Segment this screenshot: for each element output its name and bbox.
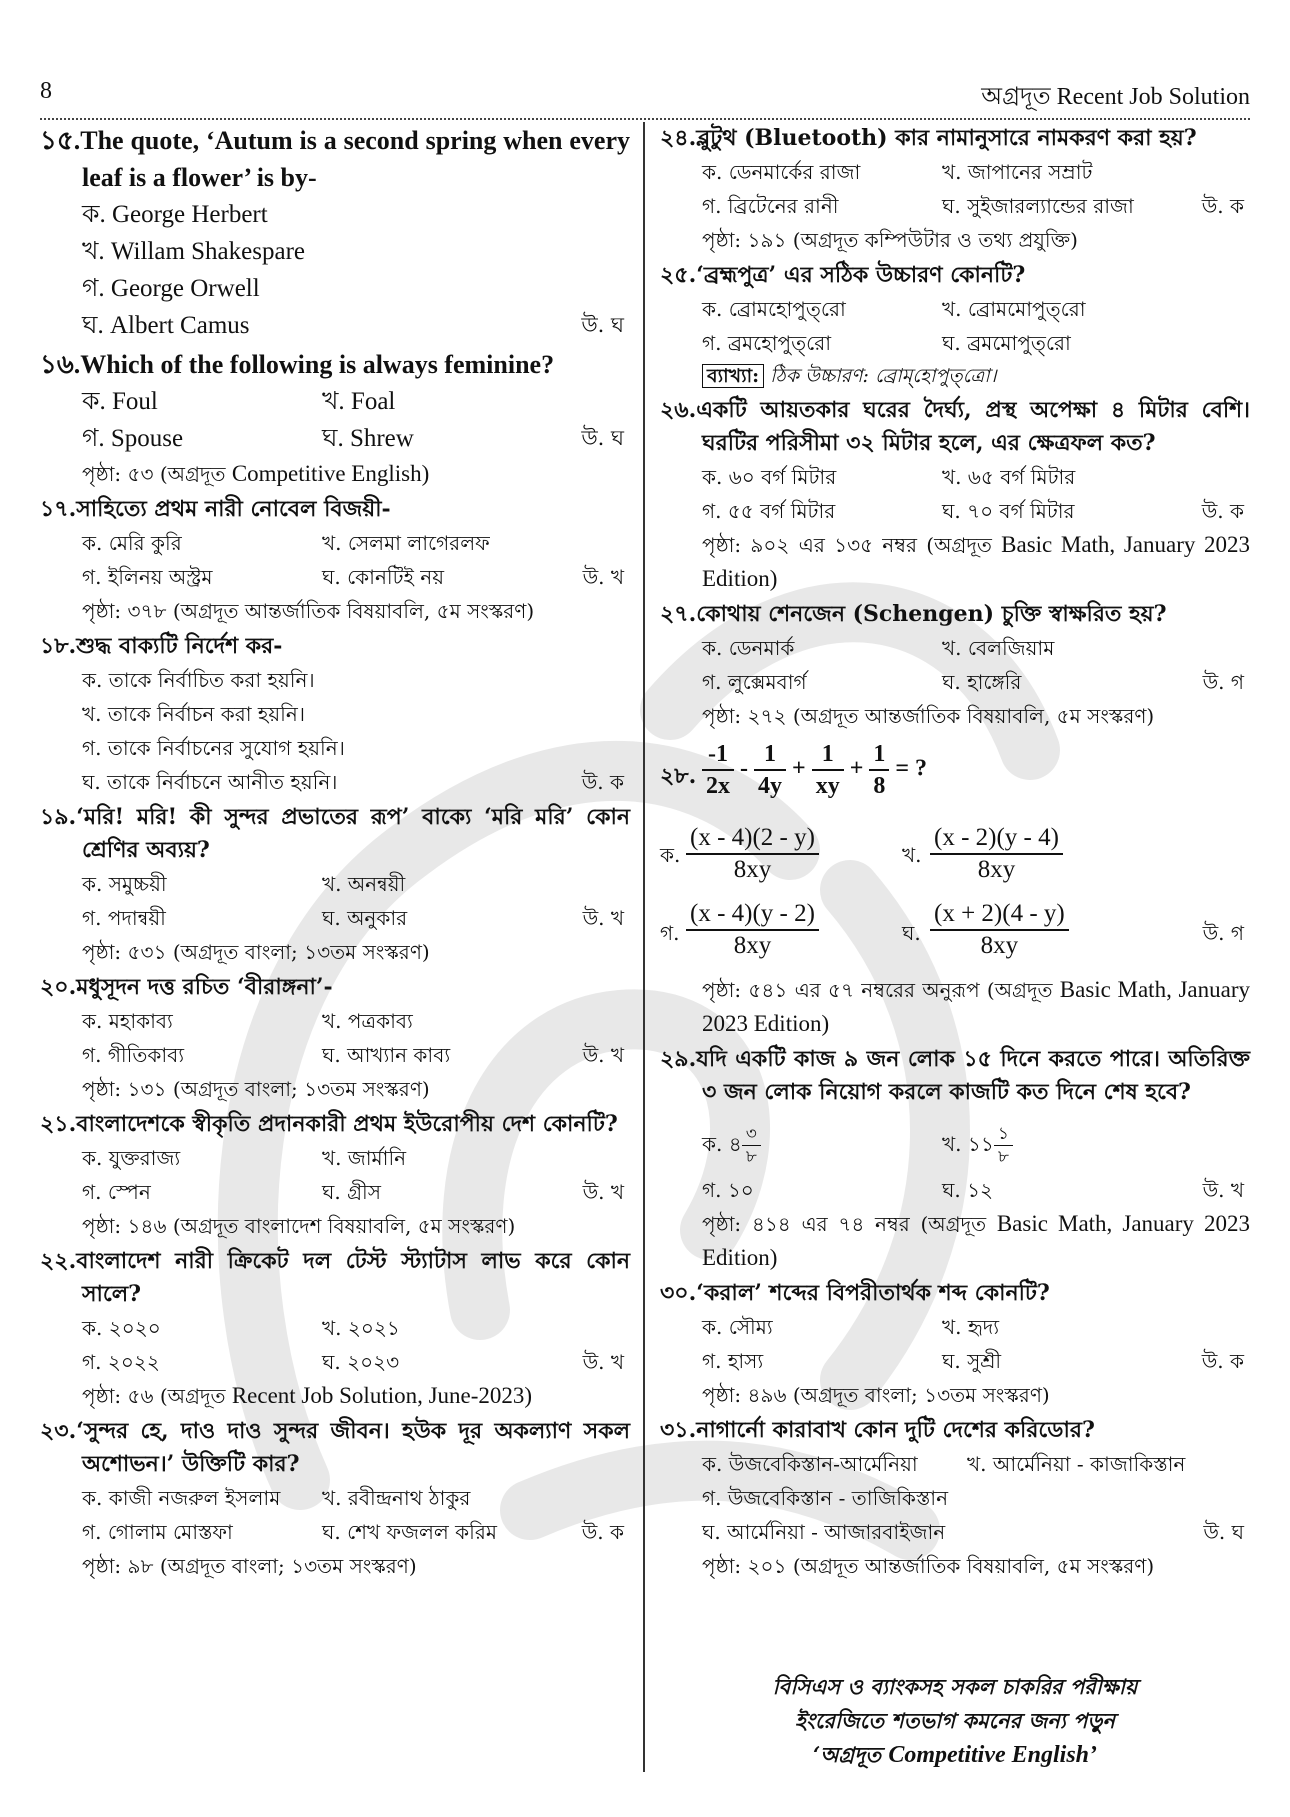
option-d: ঘ. ১২ xyxy=(942,1178,994,1202)
answer: উ. খ xyxy=(582,1350,624,1374)
option-c: গ. George Orwell xyxy=(82,275,260,302)
option-b: খ. ১১ $\frac{১}{৮}$ xyxy=(942,1123,1013,1168)
question-text: ২৩.‘সুন্দর হে, দাও দাও সুন্দর জীবন। হউক দূর অকল্যাণ সকল অশোভন।’ উক্তিটি কার? xyxy=(40,1418,630,1477)
question-text: ১৮.শুদ্ধ বাক্যটি নির্দেশ কর- xyxy=(40,633,283,659)
option-c: গ. উজবেকিস্তান - তাজিকিস্তান xyxy=(702,1486,949,1510)
reference: পৃষ্ঠা: ১৪৬ (অগ্রদূত বাংলাদেশ বিষয়াবলি, ৫ম সংস্করণ) xyxy=(82,1214,516,1238)
option-a: ক. ডেনমার্ক xyxy=(702,636,795,660)
option-a: ক. উজবেকিস্তান-আর্মেনিয়া xyxy=(702,1452,918,1476)
answer: উ. খ xyxy=(582,1180,624,1204)
options xyxy=(660,631,1250,699)
option-c: গ. ১০ xyxy=(702,1178,754,1202)
reference: পৃষ্ঠা: ১৩১ (অগ্রদূত বাংলা; ১৩তম সংস্করণ) xyxy=(82,1077,430,1101)
options xyxy=(40,663,630,799)
option-a: ক. George Herbert xyxy=(82,201,268,228)
option-b: খ. রবীন্দ্রনাথ ঠাকুর xyxy=(322,1486,471,1510)
reference: পৃষ্ঠা: ৪৯৬ (অগ্রদূত বাংলা; ১৩তম সংস্করণ) xyxy=(702,1383,1050,1407)
promo-footer xyxy=(660,1670,1250,1772)
option-a: ক. ২০২০ xyxy=(82,1316,161,1340)
fraction-1: $\frac{-1}{2x}$ xyxy=(702,739,734,801)
question-26 xyxy=(660,394,1250,596)
option-a: ক. Foul xyxy=(82,388,158,415)
options xyxy=(660,155,1250,223)
option-d: ঘ. Shrew xyxy=(322,425,414,452)
question-text: ২০.মধুসূদন দত্ত রচিত ‘বীরাঙ্গনা’- xyxy=(40,974,333,1000)
option-b: খ. ব্রোমমোপুত্‌রো xyxy=(942,297,1086,321)
option-a: ক. ৬০ বর্গ মিটার xyxy=(702,465,837,489)
page-header xyxy=(40,78,1250,120)
option-d: ঘ. ব্রমমোপুত্‌রো xyxy=(942,331,1071,355)
promo-line-1: বিসিএস ও ব্যাংকসহ সকল চাকরির পরীক্ষায় xyxy=(772,1674,1138,1699)
question-15 xyxy=(40,122,630,344)
option-b: খ. Willam Shakespare xyxy=(82,238,305,265)
option-b: খ. সেলমা লাগেরলফ xyxy=(322,531,490,555)
option-c: গ. লুক্সেমবার্গ xyxy=(702,670,807,694)
reference: পৃষ্ঠা: ৯০২ এর ১৩৫ নম্বর (অগ্রদূত Basic Math, January 2023 Edition) xyxy=(702,532,1250,591)
explanation-label: ব্যাখ্যা: xyxy=(702,364,764,388)
option-a: ক. কাজী নজরুল ইসলাম xyxy=(82,1486,281,1510)
answer: উ. গ xyxy=(1202,670,1244,694)
option-d: ঘ. আখ্যান কাব্য xyxy=(322,1043,451,1067)
question-31 xyxy=(660,1414,1250,1583)
question-21 xyxy=(40,1108,630,1243)
option-d: ঘ. গ্রীস xyxy=(322,1180,381,1204)
options xyxy=(40,383,630,457)
question-29 xyxy=(660,1043,1250,1275)
question-text: ১৯.‘মরি! মরি! কী সুন্দর প্রভাতের রূপ’ বাক্যে ‘মরি মরি’ কোন শ্রেণির অব্যয়? xyxy=(40,804,630,863)
option-d: ঘ. তাকে নির্বাচনে আনীত হয়নি। xyxy=(82,770,338,794)
question-17 xyxy=(40,493,630,628)
option-c: গ. হাস্য xyxy=(702,1349,764,1373)
options xyxy=(660,1447,1250,1549)
options xyxy=(40,1141,630,1209)
option-b: খ. বেলজিয়াম xyxy=(942,636,1055,660)
option-c: $\frac{(x - 4)(y - 2)}{8xy}$ xyxy=(686,899,819,961)
question-23 xyxy=(40,1415,630,1583)
answer: উ. ক xyxy=(581,1520,624,1544)
reference: পৃষ্ঠা: ৫৩১ (অগ্রদূত বাংলা; ১৩তম সংস্করণ) xyxy=(82,940,430,964)
option-d: ঘ. শেখ ফজলল করিম xyxy=(322,1520,498,1544)
option-a: ক. তাকে নির্বাচিত করা হয়নি। xyxy=(82,668,315,692)
question-text: ৩১.নাগার্নো কারাবাখ কোন দুটি দেশের করিডোর? xyxy=(660,1417,1095,1443)
answer: উ. খ xyxy=(582,906,624,930)
question-text: ২৬.একটি আয়তকার ঘরের দৈর্ঘ্য, প্রস্থ অপেক্ষা ৪ মিটার বেশি। ঘরটির পরিসীমা ৩২ মিটার হলে, এর ক্ষেত্রফল কত? xyxy=(660,397,1250,456)
answer: উ. খ xyxy=(1202,1178,1244,1202)
option-row-2: গ. $\frac{(x - 4)(y - 2)}{8xy}$ ঘ. $\frac{(x + 2)(4 - y)}{8xy}$ উ. গ xyxy=(660,900,1244,959)
question-text: ২৪.ব্লুটুথ (Bluetooth) কার নামানুসারে নামকরণ করা হয়? xyxy=(660,125,1197,151)
answer: উ. ক xyxy=(581,770,624,794)
option-b: খ. জাপানের সম্রাট xyxy=(942,160,1093,184)
question-text: ২২.বাংলাদেশ নারী ক্রিকেট দল টেস্ট স্ট্যাটাস লাভ করে কোন সালে? xyxy=(40,1248,630,1307)
option-a: ক. মেরি কুরি xyxy=(82,531,182,555)
option-c: গ. ৫৫ বর্গ মিটার xyxy=(702,499,836,523)
explanation: ব্যাখ্যা: ঠিক উচ্চারণ: ব্রোম্‌হোপুত্‌ত্রো। xyxy=(660,360,1250,392)
options xyxy=(660,1310,1250,1378)
option-c: গ. ব্রমহোপুত্‌রো xyxy=(702,331,831,355)
option-b: খ. জার্মানি xyxy=(322,1146,407,1170)
options xyxy=(40,196,630,344)
option-a: ক. যুক্তরাজ্য xyxy=(82,1146,181,1170)
reference: পৃষ্ঠা: ৫৪১ এর ৫৭ নম্বরের অনুরূপ (অগ্রদূত Basic Math, January 2023 Edition) xyxy=(702,977,1250,1036)
option-b: $\frac{(x - 2)(y - 4)}{8xy}$ xyxy=(930,823,1063,885)
option-c: গ. গোলাম মোস্তফা xyxy=(82,1520,233,1544)
option-a: ক. সৌম্য xyxy=(702,1315,773,1339)
question-27 xyxy=(660,598,1250,733)
option-c: গ. গীতিকাব্য xyxy=(82,1043,185,1067)
right-column xyxy=(660,120,1250,1583)
page-number: 8 xyxy=(40,78,52,104)
question-24 xyxy=(660,122,1250,257)
fraction-4: $\frac{1}{8}$ xyxy=(869,739,889,801)
option-d: ঘ. অনুকার xyxy=(322,906,408,930)
option-d: ঘ. ৭০ বর্গ মিটার xyxy=(942,499,1075,523)
options xyxy=(40,1004,630,1072)
promo-line-3: ‘অগ্রদূত Competitive English’ xyxy=(812,1742,1098,1768)
question-text: ২১.বাংলাদেশকে স্বীকৃতি প্রদানকারী প্রথম ইউরোপীয় দেশ কোনটি? xyxy=(40,1111,618,1137)
option-c: গ. Spouse xyxy=(82,425,184,452)
answer: উ. ঘ xyxy=(1203,1520,1244,1544)
question-text: ২৫.‘ব্রহ্মপুত্র’ এর সঠিক উচ্চারণ কোনটি? xyxy=(660,262,1026,288)
options xyxy=(40,526,630,594)
reference: পৃষ্ঠা: ৯৮ (অগ্রদূত বাংলা; ১৩তম সংস্করণ) xyxy=(82,1554,417,1578)
answer: উ. ঘ xyxy=(581,313,624,337)
question-text: ২৭.কোথায় শেনজেন (Schengen) চুক্তি স্বাক্ষরিত হয়? xyxy=(660,601,1167,627)
option-d: ঘ. Albert Camus xyxy=(82,312,250,339)
question-30 xyxy=(660,1277,1250,1412)
option-c: গ. ব্রিটেনের রানী xyxy=(702,194,839,218)
question-text: ৩০.‘করাল’ শব্দের বিপরীতার্থক শব্দ কোনটি? xyxy=(660,1280,1050,1306)
fraction-2: $\frac{1}{4y}$ xyxy=(754,739,786,801)
reference: পৃষ্ঠা: ৪১৪ এর ৭৪ নম্বর (অগ্রদূত Basic Math, January 2023 Edition) xyxy=(702,1211,1251,1270)
question-25 xyxy=(660,259,1250,392)
question-text: ১৫.The quote, ‘Autum is a second spring when every leaf is a flower’ is by- xyxy=(40,126,630,192)
option-a: ক. সমুচ্চয়ী xyxy=(82,872,167,896)
answer: উ. ক xyxy=(1201,1349,1244,1373)
option-d: ঘ. কোনটিই নয় xyxy=(322,565,445,589)
option-b: খ. ৬৫ বর্গ মিটার xyxy=(942,465,1076,489)
option-d: ঘ. হাঙ্গেরি xyxy=(942,670,1022,694)
answer: উ. খ xyxy=(582,1043,624,1067)
option-b: খ. আর্মেনিয়া - কাজাকিস্তান xyxy=(967,1452,1186,1476)
option-a: $\frac{(x - 4)(2 - y)}{8xy}$ xyxy=(686,823,819,885)
question-text: ২৯.যদি একটি কাজ ৯ জন লোক ১৫ দিনে করতে পারে। অতিরিক্ত ৩ জন লোক নিয়োগ করলে কাজটি কত দিনে শেষ হবে? xyxy=(660,1046,1250,1105)
reference: পৃষ্ঠা: ৫৬ (অগ্রদূত Recent Job Solution, June-2023) xyxy=(82,1383,533,1408)
option-b: খ. পত্রকাব্য xyxy=(322,1009,413,1033)
question-22 xyxy=(40,1245,630,1413)
options xyxy=(40,1481,630,1549)
question-18 xyxy=(40,630,630,799)
option-d: ঘ. ২০২৩ xyxy=(322,1350,400,1374)
question-text: ১৬.Which of the following is always feminine? xyxy=(40,350,555,379)
promo-line-2: ইংরেজিতে শতভাগ কমনের জন্য পড়ুন xyxy=(795,1708,1115,1733)
question-expression: ২৮. $\frac{-1}{2x}$ - $\frac{1}{4y}$ + $\frac{1}{xy}$ + $\frac{1}{8}$ = ? xyxy=(660,741,928,799)
option-row-1: ক. $\frac{(x - 4)(2 - y)}{8xy}$ খ. $\frac{(x - 2)(y - 4)}{8xy}$ xyxy=(660,817,1250,895)
question-text: ১৭.সাহিত্যে প্রথম নারী নোবেল বিজয়ী- xyxy=(40,496,391,522)
option-c: গ. পদান্বয়ী xyxy=(82,906,166,930)
option-d: ঘ. আর্মেনিয়া - আজারবাইজান xyxy=(702,1520,946,1544)
answer: উ. ক xyxy=(1201,499,1244,523)
options xyxy=(40,1311,630,1379)
option-b: খ. তাকে নির্বাচন করা হয়নি। xyxy=(82,702,305,726)
option-d: ঘ. সুশ্রী xyxy=(942,1349,1002,1373)
reference: পৃষ্ঠা: ৩৭৮ (অগ্রদূত আন্তর্জাতিক বিষয়াবলি, ৫ম সংস্করণ) xyxy=(82,599,535,623)
option-b: খ. হৃদ্য xyxy=(942,1315,1000,1339)
option-a: ক. মহাকাব্য xyxy=(82,1009,173,1033)
options xyxy=(660,1109,1250,1207)
options xyxy=(660,292,1250,360)
option-b: খ. ২০২১ xyxy=(322,1316,400,1340)
reference: পৃষ্ঠা: ২৭২ (অগ্রদূত আন্তর্জাতিক বিষয়াবলি, ৫ম সংস্করণ) xyxy=(702,704,1155,728)
question-19 xyxy=(40,801,630,969)
question-20 xyxy=(40,971,630,1106)
question-16 xyxy=(40,346,630,491)
fraction-3: $\frac{1}{xy}$ xyxy=(812,739,844,801)
reference: পৃষ্ঠা: ২০১ (অগ্রদূত আন্তর্জাতিক বিষয়াবলি, ৫ম সংস্করণ) xyxy=(702,1554,1155,1578)
option-c: গ. তাকে নির্বাচনের সুযোগ হয়নি। xyxy=(82,736,345,760)
reference: পৃষ্ঠা: ১৯১ (অগ্রদূত কম্পিউটার ও তথ্য প্রযুক্তি) xyxy=(702,228,1078,252)
answer: উ. ক xyxy=(1201,194,1244,218)
option-b: খ. Foal xyxy=(322,388,396,415)
reference: পৃষ্ঠা: ৫৩ (অগ্রদূত Competitive English) xyxy=(82,461,430,486)
options xyxy=(40,867,630,935)
option-a: ক. ব্রোমহোপুত্‌রো xyxy=(702,297,846,321)
option-a: ক. ৪ $\frac{৩}{৮}$ xyxy=(702,1123,761,1168)
option-a: ক. ডেনমার্কের রাজা xyxy=(702,160,861,184)
running-title: অগ্রদূত Recent Job Solution xyxy=(981,84,1250,110)
left-column xyxy=(40,120,630,1583)
option-d: $\frac{(x + 2)(4 - y)}{8xy}$ xyxy=(930,899,1069,961)
option-c: গ. ২০২২ xyxy=(82,1350,160,1374)
option-b: খ. অনন্বয়ী xyxy=(322,872,406,896)
question-28 xyxy=(660,733,1250,1041)
options xyxy=(660,460,1250,528)
answer: উ. ঘ xyxy=(581,426,624,450)
answer: উ. গ xyxy=(1202,921,1244,945)
option-c: গ. স্পেন xyxy=(82,1180,151,1204)
option-d: ঘ. সুইজারল্যান্ডের রাজা xyxy=(942,194,1134,218)
answer: উ. খ xyxy=(582,565,624,589)
option-c: গ. ইলিনয় অস্ট্রম xyxy=(82,565,213,589)
column-divider xyxy=(643,122,645,1772)
